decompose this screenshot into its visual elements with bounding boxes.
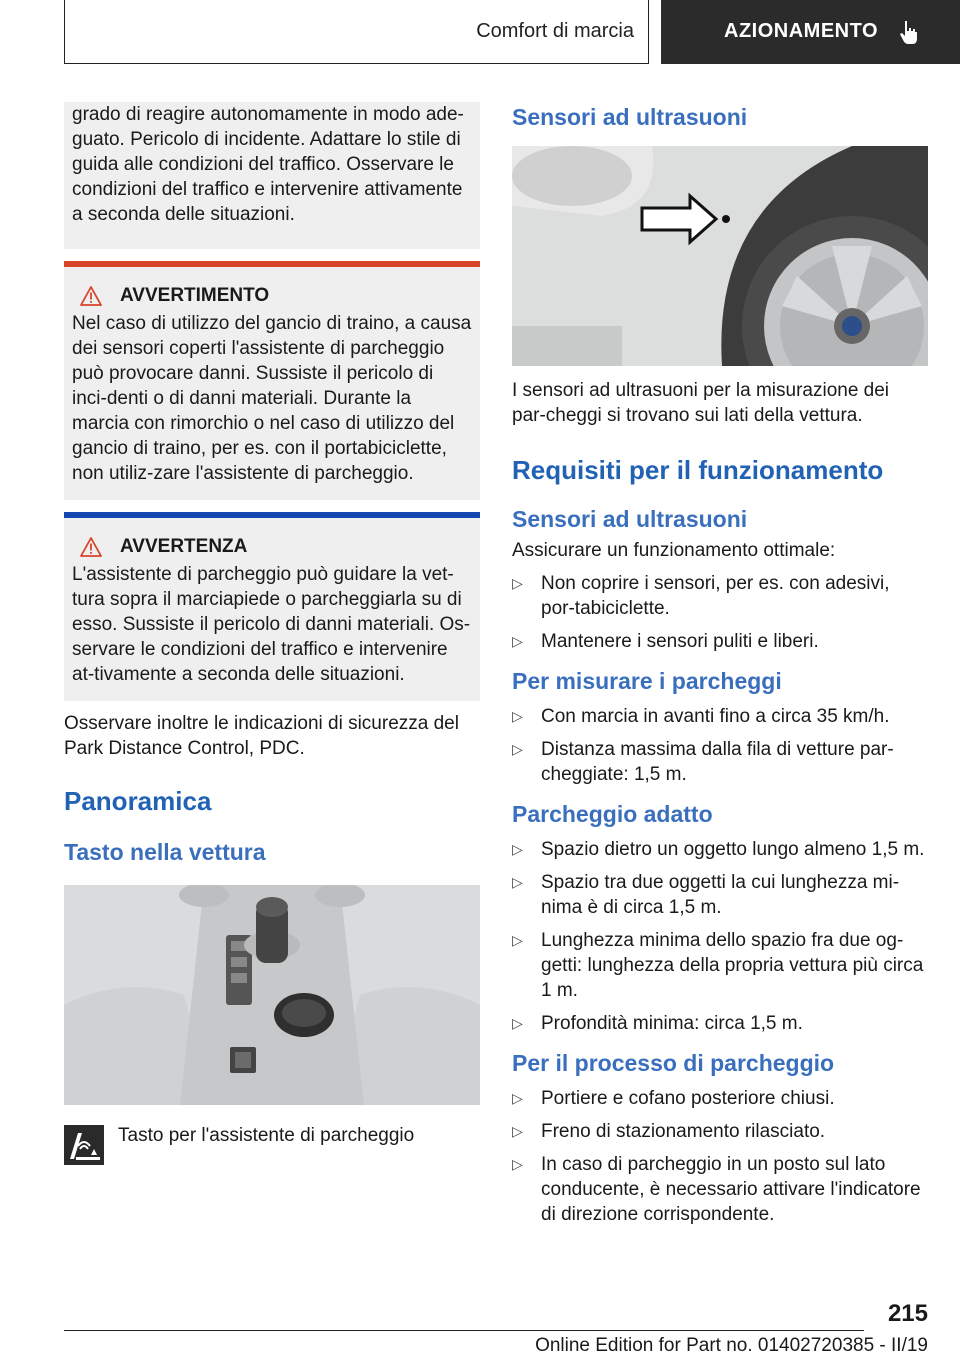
list-item: ▷ Spazio tra due oggetti la cui lunghezza mi-nima è di circa 1,5 m. <box>512 872 900 918</box>
subheading-suitable: Parcheggio adatto <box>512 801 713 827</box>
header-section-title: Comfort di marcia <box>476 20 634 42</box>
heading-requirements: Requisiti per il funzionamento <box>512 455 884 485</box>
footer-edition: Online Edition for Part no. 01402720385 - II/19 <box>535 1335 928 1356</box>
notice-text: L'assistente di parcheggio può guidare la vet-tura sopra il marciapiede o parcheggiarla su di esso. Sussiste il pericolo di danni materiali. Os-servare le condizioni del traffico e intervenire at-tivamente a seconda delle situazioni. <box>72 564 471 685</box>
warning-text: Nel caso di utilizzo del gancio di traino, a causa dei sensori coperti l'assistente di parcheggio può provocare danni. Sussiste il pericolo di inci-denti o di danni materiali. Durante la marcia con rimorchio o nel caso di utilizzo del gancio di traino, per es. con il portabiciclette, non utiliz-zare l'assistente di parcheggio. <box>72 313 472 484</box>
list-item: ▷ Spazio dietro un oggetto lungo almeno 1,5 m. <box>512 839 925 860</box>
header-chapter-title: AZIONAMENTO <box>724 20 879 42</box>
list-item: ▷ Lunghezza minima dello spazio fra due og-getti: lunghezza della propria vettura più circa 1 m. <box>512 930 924 1001</box>
notice-title-row <box>72 536 472 558</box>
safety-note: Osservare inoltre le indicazioni di sicurezza del Park Distance Control, PDC. <box>64 713 459 759</box>
button-caption-row <box>64 1125 480 1165</box>
sensors-intro: Assicurare un funzionamento ottimale: <box>512 540 836 561</box>
warning-box-avvertenza <box>64 512 480 701</box>
photo-center-console <box>64 885 480 1105</box>
pointing-hand-icon <box>898 19 920 45</box>
continued-warning-box <box>64 102 480 249</box>
right-column <box>512 102 928 1235</box>
parking-assistant-icon <box>64 1125 104 1165</box>
page-number: 215 <box>887 1300 928 1327</box>
button-caption: Tasto per l'assistente di parcheggio <box>118 1125 415 1146</box>
notice-title: AVVERTENZA <box>120 536 248 557</box>
sensors-location-caption: I sensori ad ultrasuoni per la misurazione dei par-cheggi si trovano sui lati della vettura. <box>512 380 890 426</box>
list-item: ▷ Freno di stazionamento rilasciato. <box>512 1121 826 1142</box>
subheading-process: Per il processo di parcheggio <box>512 1050 835 1076</box>
subheading-measure: Per misurare i parcheggi <box>512 668 782 694</box>
heading-button-in-car: Tasto nella vettura <box>64 839 266 865</box>
suitable-list <box>512 837 928 1036</box>
warning-box-avvertimento <box>64 261 480 500</box>
list-item: ▷ In caso di parcheggio in un posto sul lato conducente, è necessario attivare l'indicatore di direzione corrispondente. <box>512 1154 921 1225</box>
list-item: ▷ Mantenere i sensori puliti e liberi. <box>512 631 819 652</box>
list-item: ▷ Non coprire i sensori, per es. con adesivi, por-tabiciclette. <box>512 573 890 619</box>
list-item: ▷ Distanza massima dalla fila di vetture par-cheggiate: 1,5 m. <box>512 739 894 785</box>
sensors-list <box>512 571 928 654</box>
process-list <box>512 1086 928 1227</box>
list-item: ▷ Portiere e cofano posteriore chiusi. <box>512 1088 835 1109</box>
footer-divider <box>64 1330 864 1331</box>
continued-warning-text: grado di reagire autonomamente in modo ade-guato. Pericolo di incidente. Adattare lo stile di guida alle condizioni del traffico. Osservare le condizioni del traffico e intervenire attivamente a seconda delle situazioni. <box>72 104 464 225</box>
measure-list <box>512 704 928 787</box>
photo-wheel-sensor <box>512 146 928 366</box>
warning-title-row <box>72 285 472 307</box>
warning-triangle-icon <box>80 286 102 306</box>
header-chapter-box <box>661 0 960 64</box>
heading-overview: Panoramica <box>64 786 212 816</box>
heading-ultrasonic-sensors: Sensori ad ultrasuoni <box>512 104 748 130</box>
warning-triangle-icon <box>80 537 102 557</box>
header-section-box <box>64 0 649 64</box>
subheading-sensors: Sensori ad ultrasuoni <box>512 506 748 532</box>
list-item: ▷ Profondità minima: circa 1,5 m. <box>512 1013 803 1034</box>
warning-title: AVVERTIMENTO <box>120 285 270 306</box>
left-column <box>64 102 480 1165</box>
list-item: ▷ Con marcia in avanti fino a circa 35 km/h. <box>512 706 890 727</box>
